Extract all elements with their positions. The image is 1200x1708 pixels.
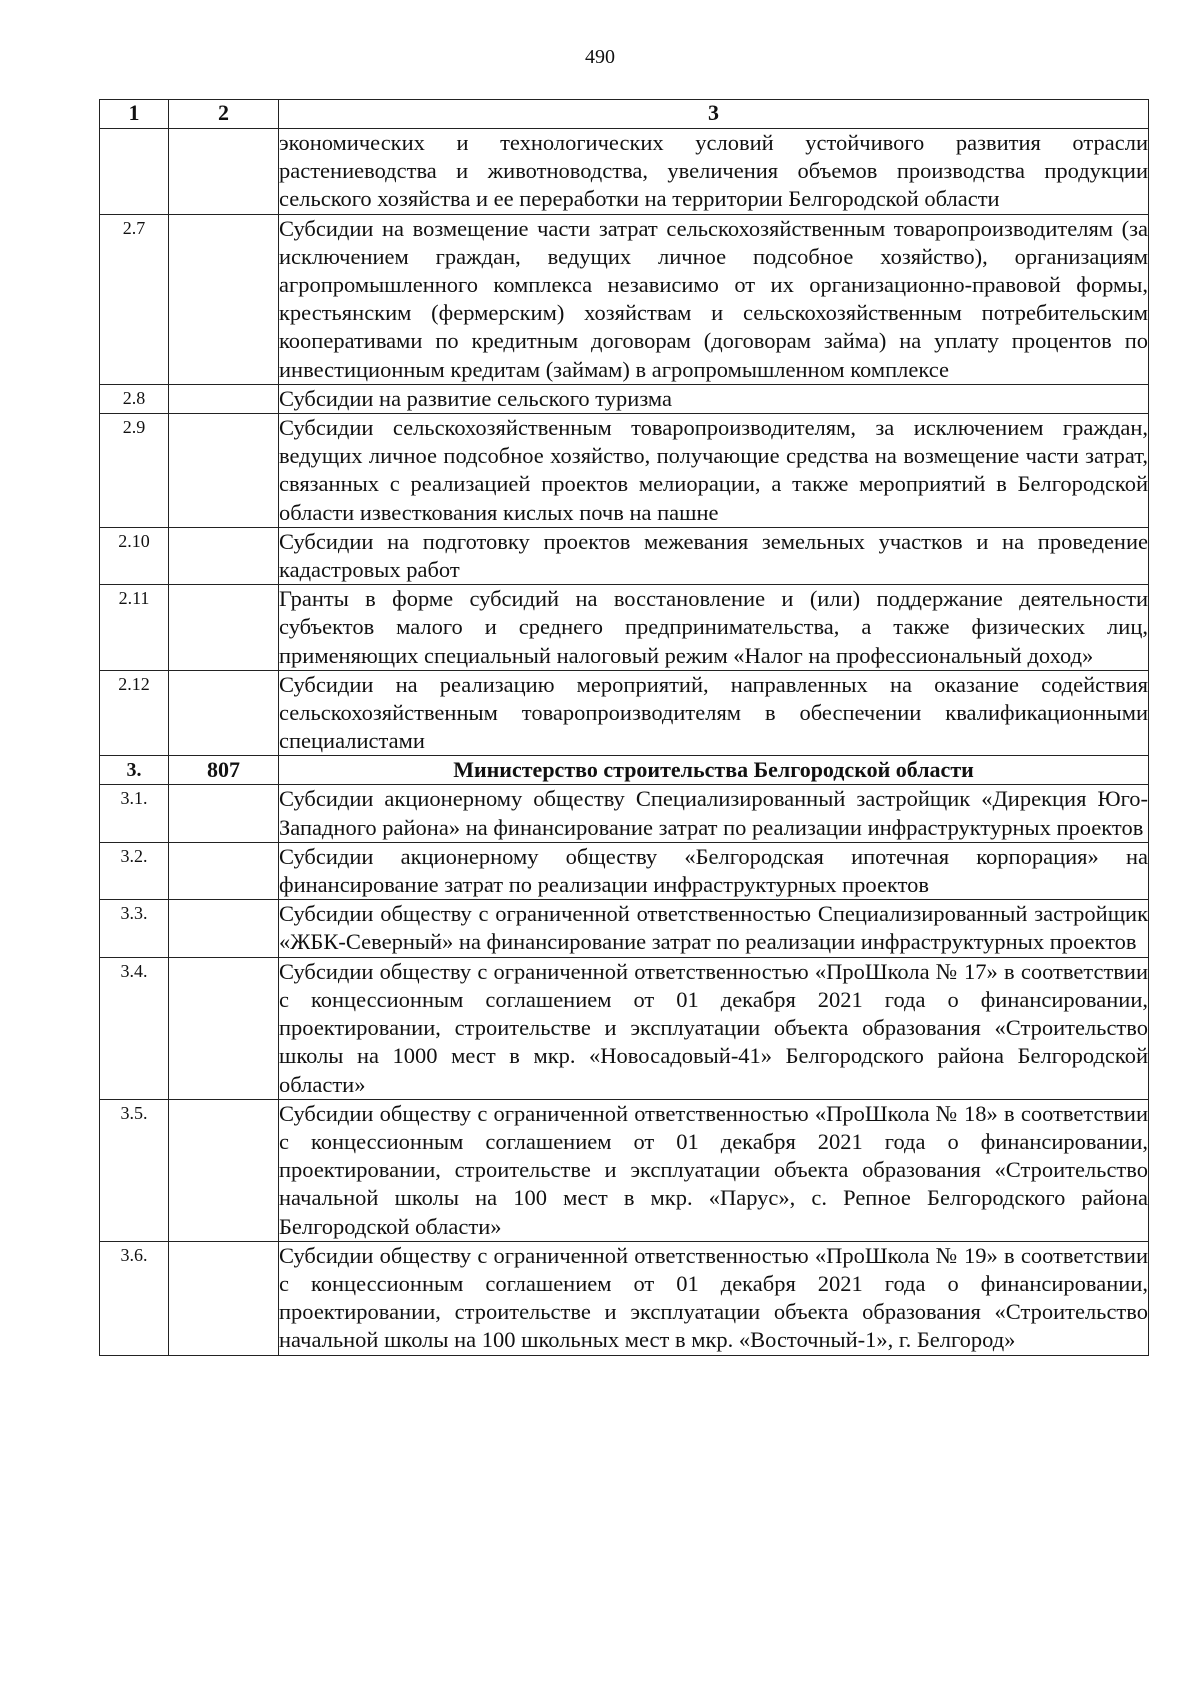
row-code [169, 527, 279, 584]
row-code [169, 129, 279, 215]
row-number: 2.7 [100, 214, 169, 384]
table-row [100, 1099, 1149, 1241]
row-number: 3.1. [100, 785, 169, 842]
row-code [169, 414, 279, 528]
section-row [100, 756, 1149, 785]
row-code [169, 900, 279, 957]
table-row [100, 527, 1149, 584]
table-row [100, 585, 1149, 671]
row-code [169, 384, 279, 413]
header-col-1: 1 [100, 100, 169, 129]
row-code [169, 585, 279, 671]
section-number: 3. [100, 756, 169, 785]
row-code [169, 957, 279, 1099]
row-text: Субсидии на реализацию мероприятий, направленных на оказание содействия сельскохозяйственным товаропроизводителям в обеспечении квалификационными специалистами [279, 670, 1149, 756]
section-code: 807 [169, 756, 279, 785]
row-code [169, 1241, 279, 1355]
row-number: 2.9 [100, 414, 169, 528]
table-row [100, 1241, 1149, 1355]
header-col-3: 3 [279, 100, 1149, 129]
table-header-row [100, 100, 1149, 129]
table-row [100, 414, 1149, 528]
row-text: Субсидии на возмещение части затрат сельскохозяйственным товаропроизводителям (за исключением граждан, ведущих личное подсобное хозяйство), организациям агропромышленного комплекса независимо от их организационно-правовой формы, крестьянским (фермерским) хозяйствам и сельскохозяйственным потребительским кооперативами по кредитным договорам (договорам займа) на уплату процентов по инвестиционным кредитам (займам) в агропромышленном комплексе [279, 214, 1149, 384]
row-number [100, 129, 169, 215]
table-row [100, 957, 1149, 1099]
section-title: Министерство строительства Белгородской области [279, 756, 1149, 785]
row-code [169, 1099, 279, 1241]
row-number: 2.10 [100, 527, 169, 584]
table-row [100, 670, 1149, 756]
row-number: 2.12 [100, 670, 169, 756]
row-text: Субсидии акционерному обществу «Белгородская ипотечная корпорация» на финансирование затрат по реализации инфраструктурных проектов [279, 842, 1149, 899]
row-code [169, 785, 279, 842]
row-number: 2.8 [100, 384, 169, 413]
table-row [100, 129, 1149, 215]
row-number: 3.2. [100, 842, 169, 899]
row-text: Субсидии на развитие сельского туризма [279, 384, 1149, 413]
table-row [100, 842, 1149, 899]
row-text: Субсидии на подготовку проектов межевания земельных участков и на проведение кадастровых работ [279, 527, 1149, 584]
row-number: 3.5. [100, 1099, 169, 1241]
table-row [100, 214, 1149, 384]
row-number: 2.11 [100, 585, 169, 671]
table-row [100, 384, 1149, 413]
table-row [100, 900, 1149, 957]
page-number: 490 [585, 46, 615, 68]
table-row [100, 785, 1149, 842]
row-text: Субсидии обществу с ограниченной ответственностью «ПроШкола № 18» в соответствии с концессионным соглашением от 01 декабря 2021 года о финансировании, проектировании, строительстве и эксплуатации объекта образования «Строительство начальной школы на 100 мест в мкр. «Парус», с. Репное Белгородского района Белгородской области» [279, 1099, 1149, 1241]
row-code [169, 670, 279, 756]
row-text: Субсидии обществу с ограниченной ответственностью «ПроШкола № 17» в соответствии с концессионным соглашением от 01 декабря 2021 года о финансировании, проектировании, строительстве и эксплуатации объекта образования «Строительство школы на 1000 мест в мкр. «Новосадовый-41» Белгородского района Белгородской области» [279, 957, 1149, 1099]
row-text: Субсидии обществу с ограниченной ответственностью Специализированный застройщик «ЖБК-Северный» на финансирование затрат по реализации инфраструктурных проектов [279, 900, 1149, 957]
row-text: экономических и технологических условий устойчивого развития отрасли растениеводства и животноводства, увеличения объемов производства продукции сельского хозяйства и ее переработки на территории Белгородской области [279, 129, 1149, 215]
row-number: 3.3. [100, 900, 169, 957]
row-text: Субсидии обществу с ограниченной ответственностью «ПроШкола № 19» в соответствии с концессионным соглашением от 01 декабря 2021 года о финансировании, проектировании, строительстве и эксплуатации объекта образования «Строительство начальной школы на 100 школьных мест в мкр. «Восточный-1», г. Белгород» [279, 1241, 1149, 1355]
budget-table [99, 99, 1149, 1356]
row-text: Гранты в форме субсидий на восстановление и (или) поддержание деятельности субъектов малого и среднего предпринимательства, а также физических лиц, применяющих специальный налоговый режим «Налог на профессиональный доход» [279, 585, 1149, 671]
row-text: Субсидии акционерному обществу Специализированный застройщик «Дирекция Юго-Западного района» на финансирование затрат по реализации инфраструктурных проектов [279, 785, 1149, 842]
row-text: Субсидии сельскохозяйственным товаропроизводителям, за исключением граждан, ведущих личное подсобное хозяйство, получающие средства на возмещение части затрат, связанных с реализацией проектов мелиорации, а также мероприятий в Белгородской области известкования кислых почв на пашне [279, 414, 1149, 528]
row-code [169, 842, 279, 899]
row-number: 3.6. [100, 1241, 169, 1355]
header-col-2: 2 [169, 100, 279, 129]
row-code [169, 214, 279, 384]
row-number: 3.4. [100, 957, 169, 1099]
